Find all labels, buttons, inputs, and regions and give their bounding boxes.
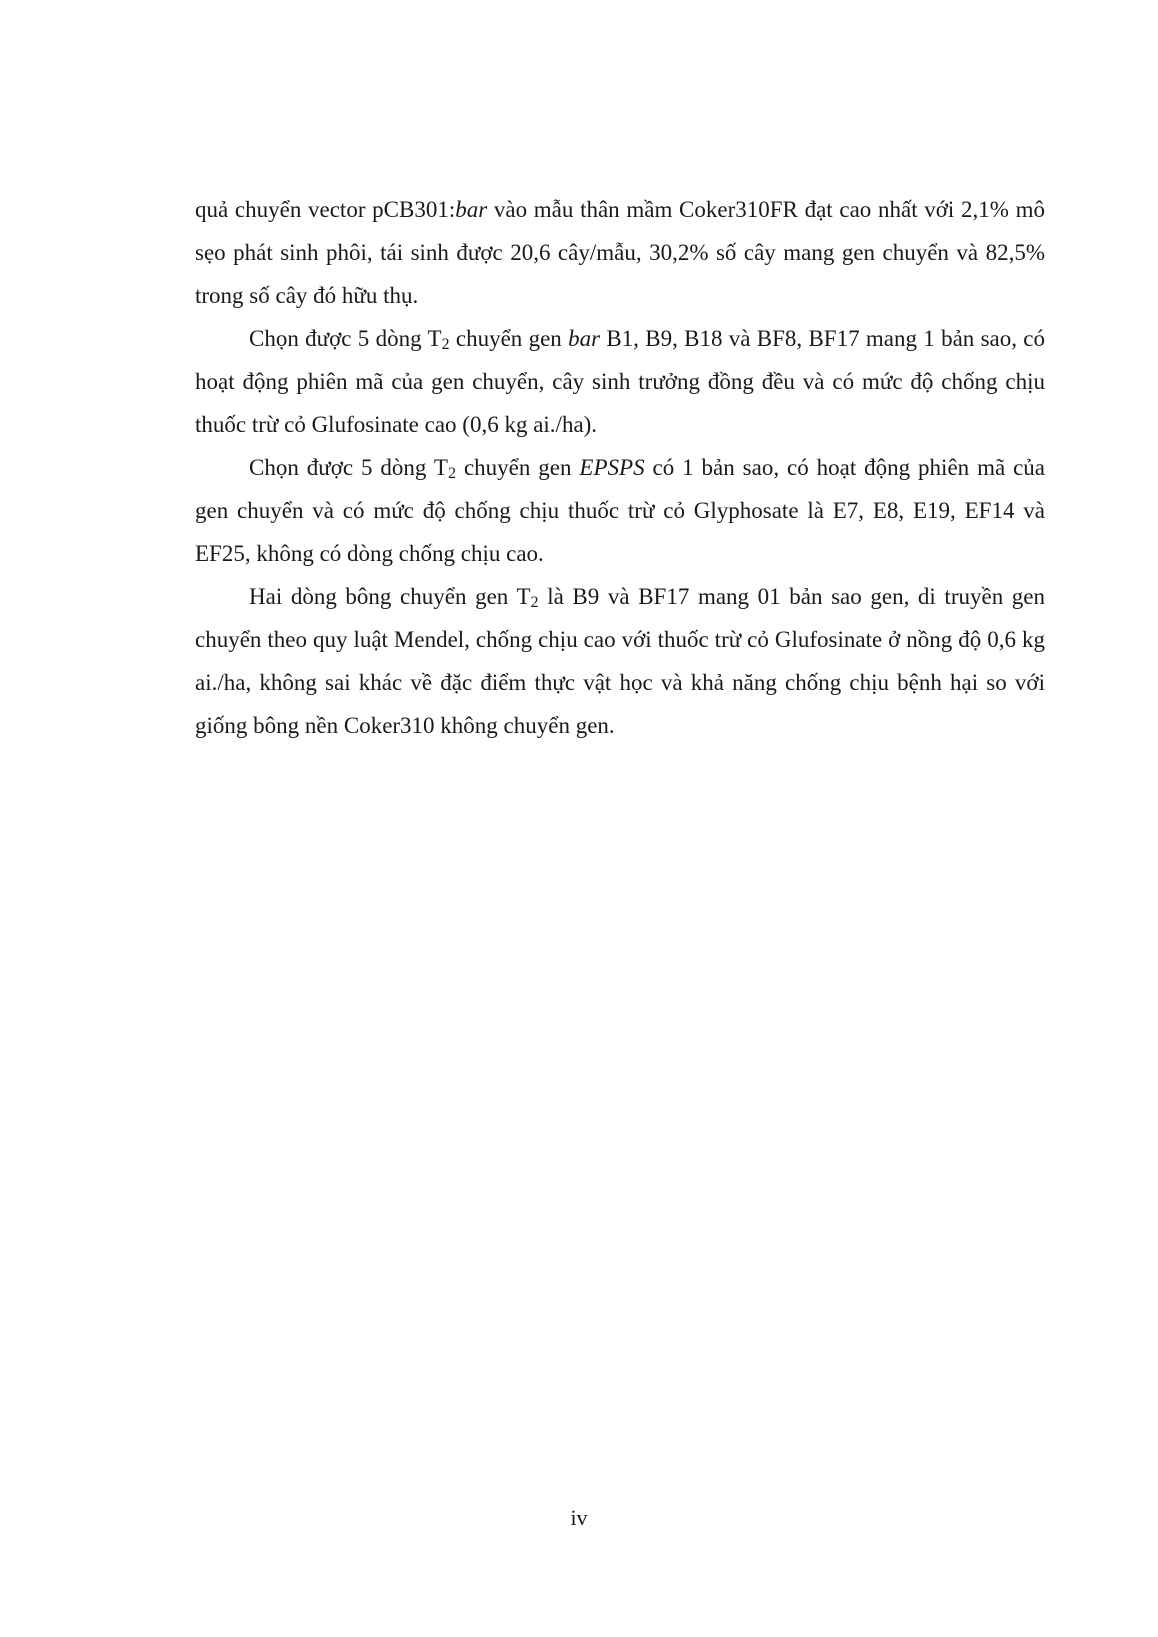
gene-name-italic: bar: [568, 326, 601, 351]
paragraph-text: chuyển gen: [456, 455, 580, 480]
paragraph-text: vào mẫu thân mầm Coker310FR đạt cao nhất với 2,1% mô sẹo phát sinh phôi, tái sinh được 20,6 cây/mẫu, 30,2% số cây mang gen chuyển và 82,5% trong số cây đó hữu thụ.: [195, 197, 1046, 308]
paragraph-text: là B9 và BF17 mang 01 bản sao gen, di truyền gen chuyển theo quy luật Mendel, chống chịu cao với thuốc trừ cỏ Glufosinate ở nồng độ 0,6 kg ai./ha, không sai khác về đặc điểm thực vật học và khả năng chống chịu bệnh hại so với giống bông nền Coker310 không chuyển gen.: [195, 584, 1046, 738]
paragraph-transformation-result: [195, 188, 1045, 317]
subscript-number: 2: [447, 465, 457, 483]
paragraph-text: Chọn được 5 dòng T: [249, 455, 448, 480]
page-body: [195, 188, 1045, 747]
paragraph-text: quả chuyển vector pCB301:: [195, 197, 456, 222]
paragraph-text: Hai dòng bông chuyển gen T: [249, 584, 531, 609]
gene-name-italic: EPSPS: [579, 455, 645, 480]
paragraph-text: chuyển gen: [449, 326, 569, 351]
paragraph-text: Chọn được 5 dòng T: [249, 326, 442, 351]
paragraph-text: có 1 bản sao, có hoạt động phiên mã của gen chuyển và có mức độ chống chịu thuốc trừ cỏ Glyphosate là E7, E8, E19, EF14 và EF25, không có dòng chống chịu cao.: [195, 455, 1045, 566]
gene-name-italic: bar: [455, 197, 488, 222]
paragraph-epsps-lines: [195, 446, 1045, 575]
subscript-number: 2: [441, 336, 450, 354]
paragraph-two-lines-conclusion: [195, 575, 1045, 747]
subscript-number: 2: [530, 594, 539, 612]
page-number: iv: [570, 1505, 588, 1530]
paragraph-bar-lines: [195, 317, 1045, 446]
paragraph-text: B1, B9, B18 và BF8, BF17 mang 1 bản sao, có hoạt động phiên mã của gen chuyển, cây sinh trưởng đồng đều và có mức độ chống chịu thuốc trừ cỏ Glufosinate cao (0,6 kg ai./ha).: [195, 326, 1046, 437]
